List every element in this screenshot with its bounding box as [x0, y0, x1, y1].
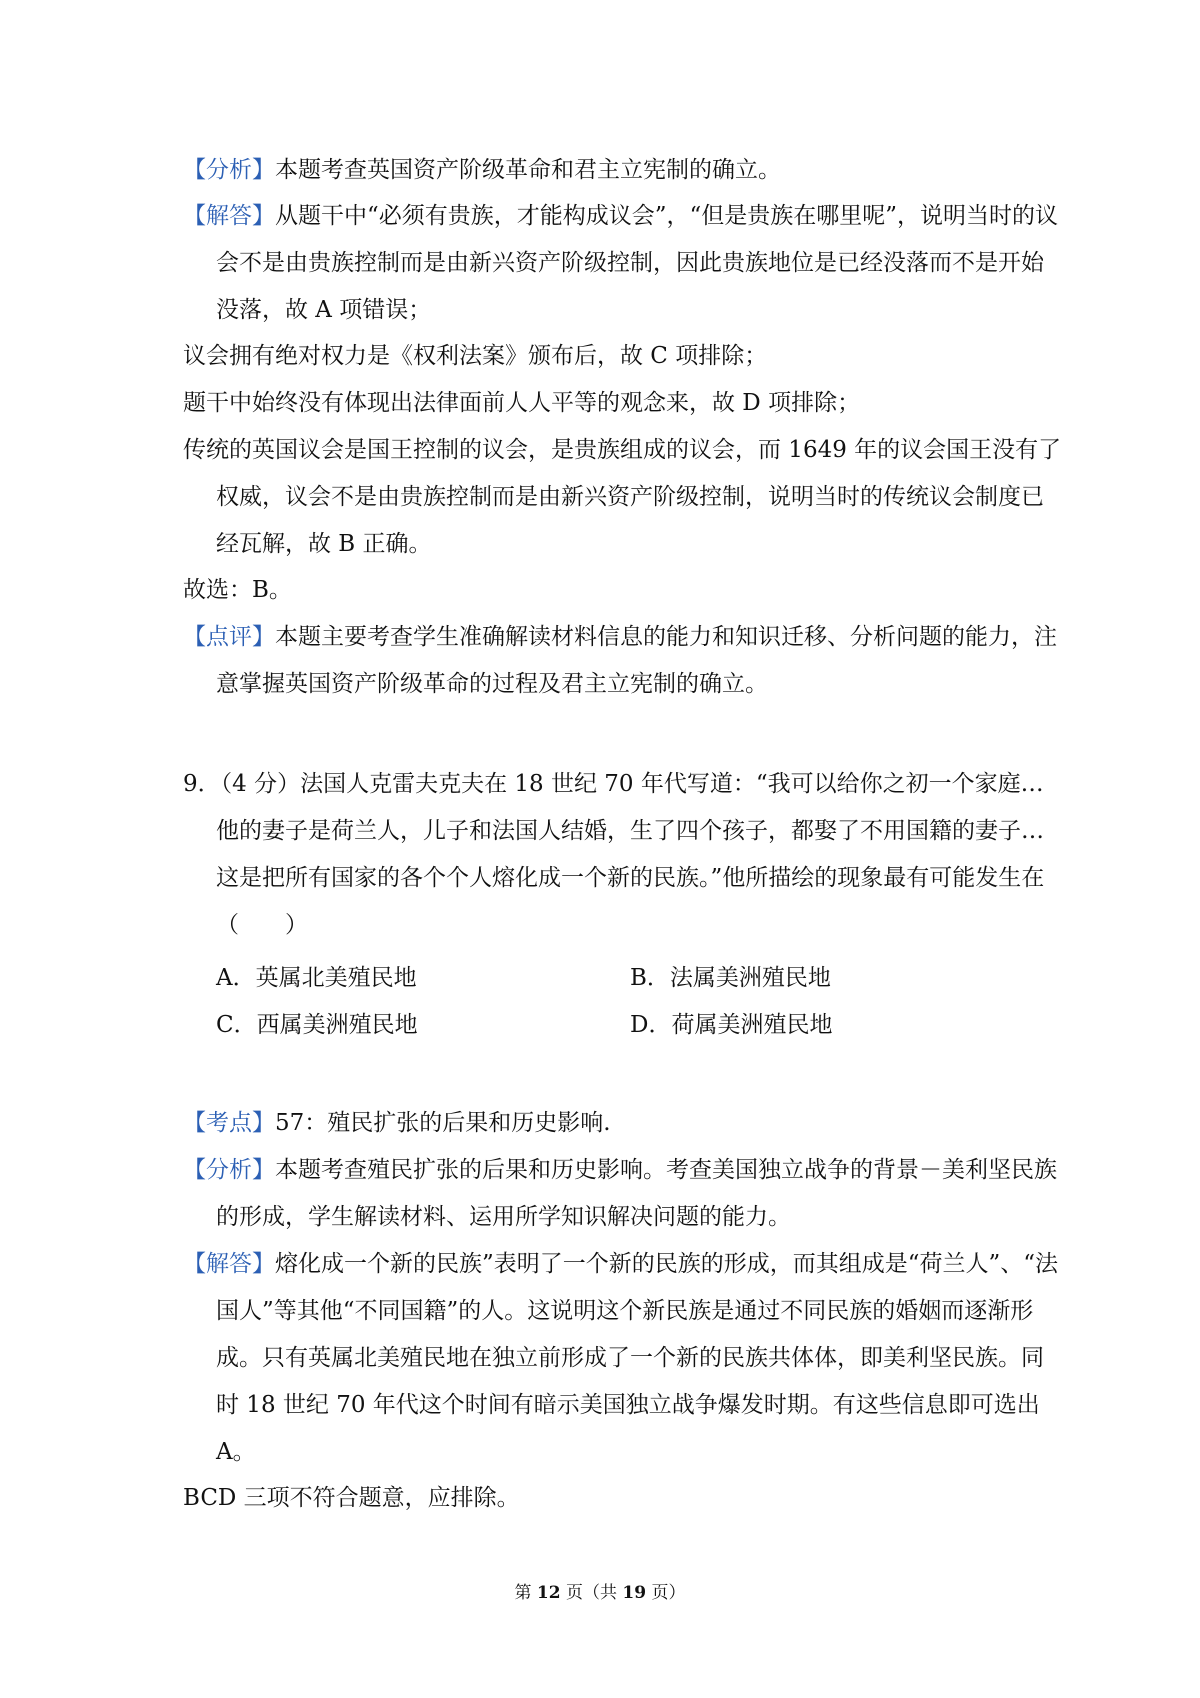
answer2-conclusion: BCD 三项不符合题意，应排除。 [183, 1485, 520, 1511]
question-number: 9． [183, 771, 221, 797]
answer-text: 从题干中“必须有贵族，才能构成议会”，“但是贵族在哪里呢”，说明当时的议会不是由贵族控制而是由新兴资产阶级控制，因此贵族地位是已经没落而不是开始没落，故 A 项错误； [216, 203, 1059, 323]
answer-line-c: 议会拥有绝对权力是《权利法案》颁布后，故 C 项排除； [183, 343, 768, 369]
keypoint-text: 57：殖民扩张的后果和历史影响. [275, 1110, 611, 1136]
answer2-text: 熔化成一个新的民族”表明了一个新的民族的形成，而其组成是“荷兰人”、“法国人”等其他“不同国籍”的人。这说明这个新民族是通过不同民族的婚姻而逐渐形成。只有英属北美殖民地在独立前形成了一个新的民族共体体，即美利坚民族。同时 18 世纪 70 年代这个时间有暗示美国独立战争爆发时期。有这些信息即可选出 A。 [216, 1251, 1059, 1465]
option-a: A．英属北美殖民地 [216, 965, 417, 991]
keypoint-tag: 【考点】 [183, 1110, 275, 1136]
option-d: D．荷属美洲殖民地 [630, 1012, 833, 1038]
footer-middle: 页（共 [560, 1583, 623, 1603]
option-c: C．西属美洲殖民地 [216, 1012, 418, 1038]
answer2-paragraph [183, 1241, 1062, 1476]
answer-line-d: 题干中始终没有体现出法律面前人人平等的观念来，故 D 项排除； [183, 390, 861, 416]
question-9 [183, 761, 1062, 949]
footer-page-number: 12 [536, 1583, 561, 1603]
answer-paragraph [183, 193, 1062, 334]
option-b: B．法属美洲殖民地 [630, 965, 831, 991]
answer2-tag: 【解答】 [183, 1251, 275, 1277]
comment-text: 本题主要考查学生准确解读材料信息的能力和知识迁移、分析问题的能力，注意掌握英国资产阶级革命的过程及君主立宪制的确立。 [216, 624, 1057, 697]
analysis-text: 本题考查英国资产阶级革命和君主立宪制的确立。 [275, 157, 781, 183]
comment-tag: 【点评】 [183, 624, 275, 650]
keypoint-paragraph [183, 1100, 1062, 1147]
analysis-tag: 【分析】 [183, 157, 275, 183]
footer-prefix: 第 [514, 1583, 537, 1603]
analysis2-paragraph [183, 1147, 1062, 1241]
choice-result: 故选：B。 [183, 577, 292, 603]
analysis-paragraph [183, 147, 1062, 194]
page-footer [0, 1578, 1200, 1603]
analysis2-text: 本题考查殖民扩张的后果和历史影响。考查美国独立战争的背景－美利坚民族的形成，学生解读材料、运用所学知识解决问题的能力。 [216, 1157, 1057, 1230]
answer-tag: 【解答】 [183, 203, 275, 229]
analysis2-tag: 【分析】 [183, 1157, 275, 1183]
answer-line-b: 传统的英国议会是国王控制的议会，是贵族组成的议会，而 1649 年的议会国王没有了权威，议会不是由贵族控制而是由新兴资产阶级控制，说明当时的传统议会制度已经瓦解，故 B 正确。 [183, 437, 1062, 557]
question-text: （4 分）法国人克雷夫克夫在 18 世纪 70 年代写道：“我可以给你之初一个家庭…他的妻子是荷兰人，儿子和法国人结婚，生了四个孩子，都娶了不用国籍的妻子…这是把所有国家的各个个人熔化成一个新的民族。”他所描绘的现象最有可能发生在（ ） [216, 771, 1045, 938]
footer-suffix: 页） [646, 1583, 686, 1603]
comment-paragraph [183, 614, 1062, 708]
footer-total-pages: 19 [622, 1583, 647, 1603]
